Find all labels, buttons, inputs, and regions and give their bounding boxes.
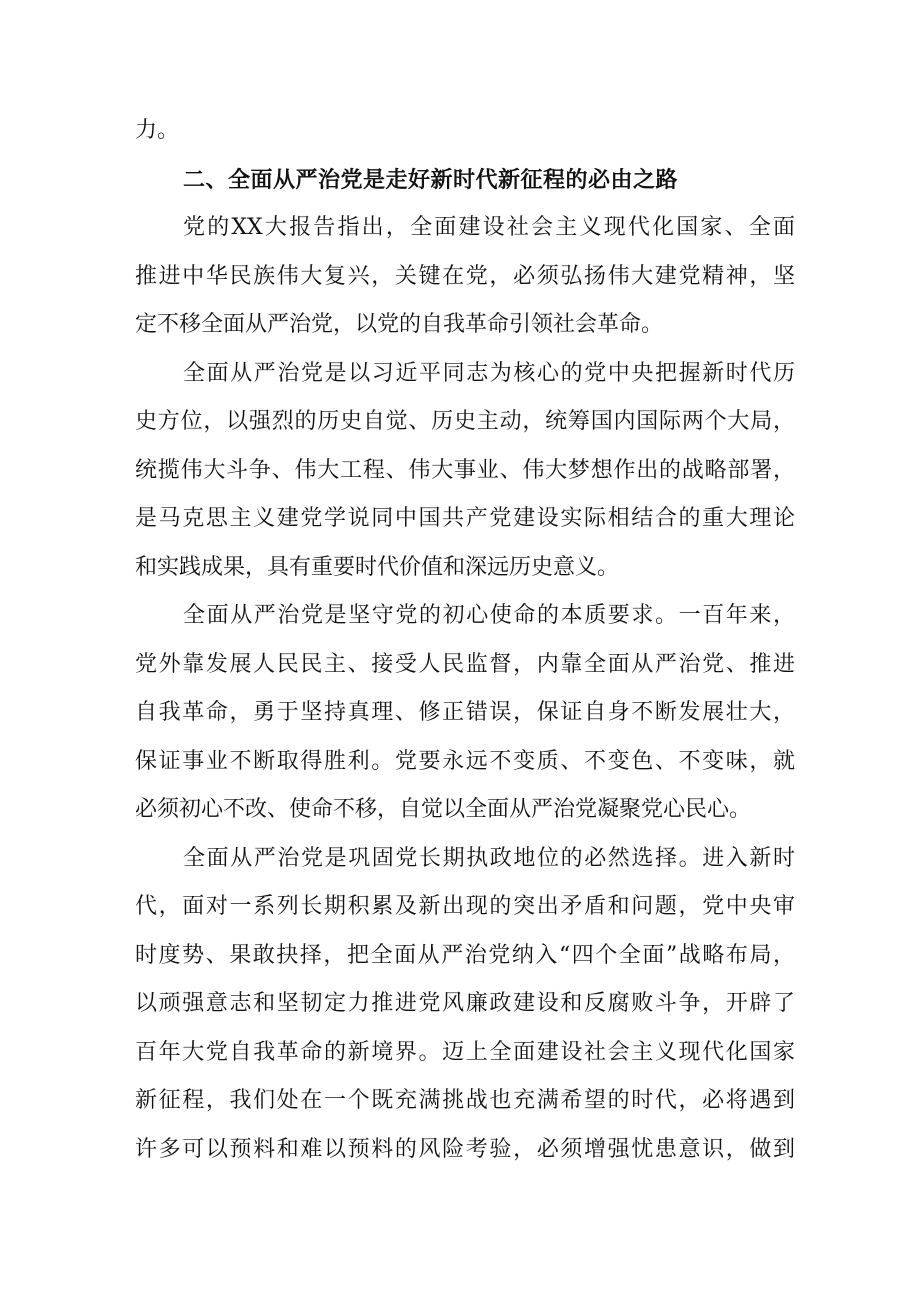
paragraph-4 [135, 835, 795, 1175]
text-line: 全面从严治党是巩固党长期执政地位的必然选择。进入新时 [183, 845, 795, 871]
text-line: 全面从严治党是坚守党的初心使命的本质要求。一百年来， [183, 603, 795, 628]
text-line: 统揽伟大斗争、伟大工程、伟大事业、伟大梦想作出的战略部署， [135, 457, 795, 483]
text-line: 力。 [135, 118, 180, 143]
document-body [135, 107, 795, 1174]
text-line: 必须初心不改、使命不移，自觉以全面从严治党凝聚党心民心。 [135, 797, 752, 822]
paragraph-continuation [135, 107, 795, 156]
text-line: 史方位，以强烈的历史自觉、历史主动，统筹国内国际两个大局， [135, 409, 795, 434]
text-line: 代，面对一系列长期积累及新出现的突出矛盾和问题，党中央审 [135, 894, 795, 919]
text-line: 许多可以预料和难以预料的风险考验，必须增强忧患意识，做到 [135, 1136, 795, 1162]
text-line: 定不移全面从严治党，以党的自我革命引领社会革命。 [135, 312, 664, 337]
text-line: 时度势、果敢抉择，把全面从严治党纳入“四个全面”战略布局， [135, 942, 795, 968]
text-line: 百年大党自我革命的新境界。迈上全面建设社会主义现代化国家 [135, 1039, 795, 1065]
text-line: 党的XX大报告指出，全面建设社会主义现代化国家、全面 [183, 215, 795, 240]
text-line: 全面从严治党是以习近平同志为核心的党中央把握新时代历 [183, 360, 795, 386]
section-heading [135, 156, 795, 205]
paragraph-3 [135, 592, 795, 835]
text-line: 和实践成果，具有重要时代价值和深远历史意义。 [135, 554, 620, 580]
heading-line: 二、全面从严治党是走好新时代新征程的必由之路 [183, 166, 679, 193]
paragraph-1 [135, 204, 795, 350]
text-line: 自我革命，勇于坚持真理、修正错误，保证自身不断发展壮大， [135, 700, 795, 725]
text-line: 推进中华民族伟大复兴，关键在党，必须弘扬伟大建党精神，坚 [135, 263, 795, 289]
text-line: 保证事业不断取得胜利。党要永远不变质、不变色、不变味，就 [135, 748, 795, 774]
text-line: 党外靠发展人民民主、接受人民监督，内靠全面从严治党、推进 [135, 651, 795, 677]
text-line: 以顽强意志和坚韧定力推进党风廉政建设和反腐败斗争，开辟了 [135, 991, 795, 1016]
paragraph-2 [135, 350, 795, 593]
text-line: 新征程，我们处在一个既充满挑战也充满希望的时代，必将遇到 [135, 1088, 795, 1113]
text-line: 是马克思主义建党学说同中国共产党建设实际相结合的重大理论 [135, 506, 795, 531]
